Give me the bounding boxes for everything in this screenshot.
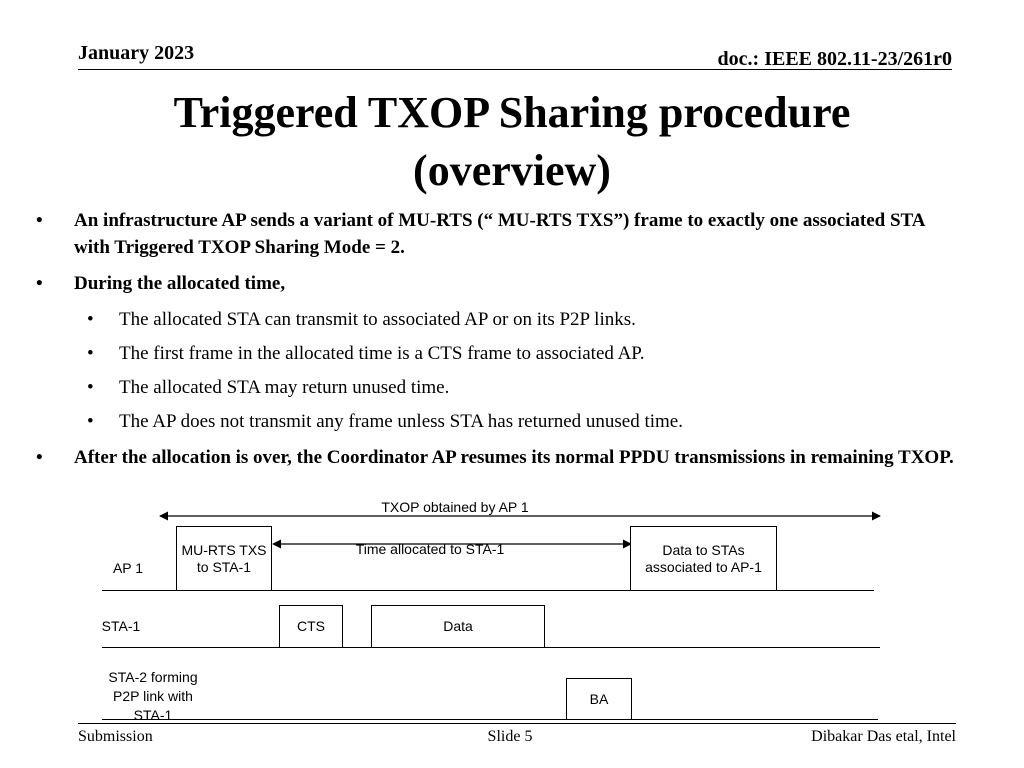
- slide-title: [60, 84, 964, 200]
- slide-title-line2: (overview): [413, 146, 611, 195]
- bullet-3-text: After the allocation is over, the Coordinator AP resumes its normal PPDU transmissions in remaining TXOP.: [74, 447, 954, 468]
- bullet-marker: •: [87, 309, 94, 330]
- bullet-marker: •: [36, 273, 43, 294]
- row-label-ap1: AP 1: [112, 560, 144, 576]
- bullet-3: [36, 444, 964, 471]
- sta2-timeline: [102, 719, 878, 720]
- sub-bullet-4: [87, 408, 959, 435]
- footer-submission: Submission: [78, 728, 153, 745]
- cts-box: CTS: [279, 605, 343, 648]
- ba-box: BA: [566, 678, 632, 720]
- bullet-marker: •: [36, 210, 43, 231]
- sub-bullet-2-text: The first frame in the allocated time is a CTS frame to associated AP.: [119, 343, 645, 364]
- bullet-marker: •: [87, 343, 94, 364]
- sta1-timeline: [102, 647, 880, 648]
- sta1-data-box: Data: [371, 605, 545, 648]
- slide-title-line1: Triggered TXOP Sharing procedure: [173, 88, 851, 137]
- bullet-marker: •: [36, 447, 43, 468]
- footer-divider: [78, 723, 956, 724]
- bullet-1: [36, 207, 964, 261]
- bullet-marker: •: [87, 411, 94, 432]
- bullet-2: [36, 270, 964, 297]
- sub-bullet-1-text: The allocated STA can transmit to associated AP or on its P2P links.: [119, 309, 636, 330]
- murts-txs-box: MU-RTS TXS to STA-1: [176, 526, 272, 591]
- header-date: January 2023: [78, 42, 195, 64]
- row-label-sta1: STA-1: [101, 618, 141, 634]
- sub-bullet-2: [87, 340, 959, 367]
- header-doc-id: doc.: IEEE 802.11-23/261r0: [717, 48, 952, 70]
- header-divider: [78, 69, 952, 70]
- footer-slide-number: Slide 5: [487, 728, 533, 745]
- sub-bullet-4-text: The AP does not transmit any frame unless STA has returned unused time.: [119, 411, 683, 432]
- sub-bullet-3: [87, 374, 959, 401]
- sub-bullet-3-text: The allocated STA may return unused time.: [119, 377, 450, 398]
- txop-label: TXOP obtained by AP 1: [381, 499, 529, 515]
- sub-bullet-1: [87, 306, 959, 333]
- alloc-time-label: Time allocated to STA-1: [355, 541, 505, 557]
- bullet-1-text: An infrastructure AP sends a variant of MU-RTS (“ MU-RTS TXS”) frame to exactly one associated STA with Triggered TXOP Sharing Mode = 2.: [74, 210, 925, 258]
- footer-author: Dibakar Das etal, Intel: [811, 728, 956, 745]
- data-to-stas-box: Data to STAs associated to AP-1: [630, 526, 777, 591]
- ap1-timeline: [102, 590, 874, 591]
- bullet-marker: •: [87, 377, 94, 398]
- bullet-2-text: During the allocated time,: [74, 273, 286, 294]
- row-label-sta2: STA-2 forming P2P link with STA-1: [108, 669, 198, 723]
